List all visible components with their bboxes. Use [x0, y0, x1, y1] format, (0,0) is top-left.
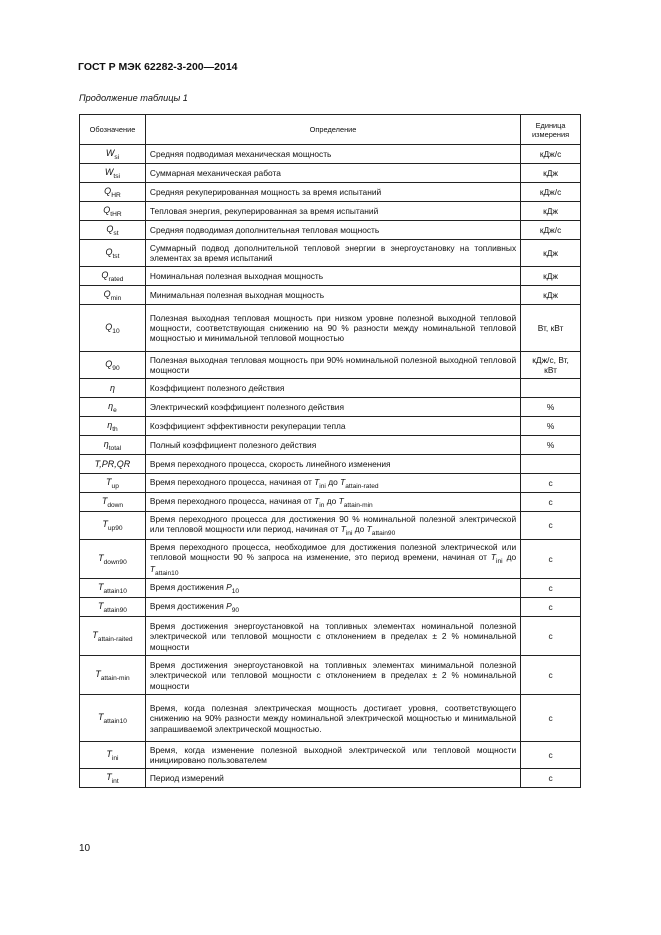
definition-cell — [145, 742, 520, 769]
symbol-subscript: attain90 — [103, 607, 127, 615]
definition-text: Время переходного процесса, скорость линейного изменения — [149, 458, 391, 469]
unit-cell: с — [521, 579, 581, 598]
table-row — [80, 145, 581, 164]
table-row — [80, 202, 581, 221]
symbol-subscript: rated — [108, 275, 124, 283]
table-row — [80, 474, 581, 493]
definition-text-mid: до — [324, 495, 339, 506]
symbol-main: W — [105, 147, 115, 158]
unit-cell: % — [521, 398, 581, 417]
symbol-subscript: attain-min — [100, 675, 130, 683]
definition-text: Время переходного процесса, необходимое для достижения полезной электрической или тепловой мощности 90 % запроса на изменение, это период времени, начиная от — [149, 541, 517, 562]
table-row — [80, 398, 581, 417]
definition-cell — [145, 398, 520, 417]
symbol-cell — [80, 352, 146, 379]
symbol-main: Q — [106, 223, 114, 234]
definition-cell — [145, 286, 520, 305]
definition-cell — [145, 240, 520, 267]
definition-cell — [145, 202, 520, 221]
header-symbol: Обозначение — [80, 115, 146, 145]
definition-cell — [145, 379, 520, 398]
definition-text: Время переходного процесса, начиная от — [149, 476, 315, 487]
symbol-cell — [80, 164, 146, 183]
symbol-main: Q — [105, 321, 113, 332]
unit-cell: Вт, кВт — [521, 305, 581, 352]
unit-cell: кДж — [521, 240, 581, 267]
table-row — [80, 417, 581, 436]
definition-text: Время, когда полезная электрическая мощность достигает уровня, соответствующего снижению на 90% разности между номинальной электрической мощностью и минимальной запрашиваемой электрической мощностью. — [149, 703, 517, 734]
definition-cell — [145, 598, 520, 617]
definition-text: Коэффициент эффективности рекуперации тепла — [149, 420, 346, 431]
definition-cell — [145, 656, 520, 695]
symbol-cell — [80, 267, 146, 286]
definition-text: Полный коэффициент полезного действия — [149, 439, 317, 450]
symbol-subscript: si — [114, 153, 120, 161]
definition-text: Средняя подводимая механическая мощность — [149, 148, 332, 159]
definition-cell — [145, 267, 520, 286]
inline-subscript: 10 — [231, 588, 240, 596]
header-definition: Определение — [145, 115, 520, 145]
definition-text: Время достижения энергоустановкой на топливных элементах номинальной полезной электрической или тепловой мощности с отклонением в пределах ± 2 % номинальной мощности — [149, 621, 517, 652]
unit-cell: с — [521, 474, 581, 493]
inline-subscript: ini — [496, 557, 503, 565]
definition-text: Суммарный подвод дополнительной тепловой энергии в энергоустановку на топливных элементах за время испытаний — [149, 242, 517, 263]
inline-symbol: T — [149, 564, 156, 575]
symbol-main: T — [98, 552, 104, 563]
unit-cell: кДж — [521, 164, 581, 183]
definition-text-mid: до — [325, 476, 341, 487]
definition-cell — [145, 352, 520, 379]
definition-cell — [145, 436, 520, 455]
symbol-cell — [80, 183, 146, 202]
unit-cell: кДж/с — [521, 221, 581, 240]
definition-cell — [145, 145, 520, 164]
definition-text: Полезная выходная тепловая мощность при 90% номинальной полезной выходной тепловой мощности — [149, 354, 517, 375]
symbol-subscript: attain10 — [103, 718, 127, 726]
unit-cell: с — [521, 656, 581, 695]
symbol-subscript: tsi — [113, 172, 120, 180]
symbol-cell — [80, 455, 146, 474]
definition-text: Полезная выходная тепловая мощность при низком уровне полезной выходной тепловой мощности, соответствующая снижению на 90 % разности между номинальной тепловой мощностью и минимальной тепловой мощностью — [149, 312, 517, 344]
inline-subscript: attain10 — [155, 570, 179, 578]
symbol-main: T,PR,QR — [94, 458, 131, 469]
symbol-subscript: tHR — [110, 210, 122, 218]
symbol-subscript: down — [107, 501, 124, 509]
definition-text: Электрический коэффициент полезного действия — [149, 401, 345, 412]
definition-text: Номинальная полезная выходная мощность — [149, 270, 324, 281]
definition-cell — [145, 474, 520, 493]
symbol-main: T — [106, 772, 112, 783]
definition-cell — [145, 493, 520, 512]
unit-cell: с — [521, 598, 581, 617]
inline-symbol: T — [366, 524, 372, 535]
symbol-cell — [80, 539, 146, 579]
symbol-main: W — [104, 166, 114, 177]
inline-subscript: ini — [319, 482, 326, 490]
unit-cell: кДж/с — [521, 145, 581, 164]
definition-text: Период измерений — [149, 773, 224, 784]
unit-cell: с — [521, 769, 581, 788]
unit-cell — [521, 455, 581, 474]
table-row — [80, 221, 581, 240]
symbol-subscript: st — [113, 229, 119, 237]
table-row — [80, 267, 581, 286]
table-row — [80, 183, 581, 202]
table-row — [80, 742, 581, 769]
unit-cell: % — [521, 436, 581, 455]
definition-text: Средняя рекуперированная мощность за время испытаний — [149, 186, 382, 197]
symbol-main: T — [97, 601, 104, 612]
definition-cell — [145, 769, 520, 788]
table-row — [80, 598, 581, 617]
symbol-cell — [80, 474, 146, 493]
table-header-row — [80, 115, 581, 145]
symbol-main: T — [95, 669, 101, 680]
inline-subscript: 90 — [231, 607, 240, 615]
inline-symbol: T — [490, 551, 497, 562]
symbol-subscript: 10 — [112, 327, 120, 335]
unit-cell: с — [521, 617, 581, 656]
table-row — [80, 512, 581, 540]
symbol-cell — [80, 742, 146, 769]
definition-text: Время, когда изменение полезной выходной электрической или тепловой мощности инициировано пользователем — [149, 745, 517, 766]
table-row — [80, 455, 581, 474]
definition-text-mid: до — [502, 551, 517, 562]
table-row — [80, 617, 581, 656]
unit-cell: с — [521, 512, 581, 540]
inline-subscript: attain90 — [371, 530, 396, 538]
unit-cell: кДж — [521, 286, 581, 305]
table-row — [80, 493, 581, 512]
symbol-cell — [80, 417, 146, 436]
symbol-subscript: min — [110, 294, 122, 302]
table-row — [80, 352, 581, 379]
inline-symbol: T — [314, 476, 320, 487]
symbol-cell — [80, 769, 146, 788]
unit-cell: кДж — [521, 202, 581, 221]
table-row — [80, 240, 581, 267]
symbol-cell — [80, 379, 146, 398]
symbol-cell — [80, 305, 146, 352]
symbol-subscript: e — [113, 406, 117, 414]
inline-symbol: P — [226, 582, 232, 593]
symbol-subscript: attain-raited — [97, 636, 133, 644]
symbol-subscript: 90 — [112, 364, 120, 372]
definition-cell — [145, 221, 520, 240]
symbol-subscript: th — [112, 425, 118, 433]
page-number: 10 — [79, 843, 91, 854]
definition-cell — [145, 164, 520, 183]
symbol-subscript: tst — [112, 252, 120, 260]
symbol-cell — [80, 598, 146, 617]
definition-text: Минимальная полезная выходная мощность — [149, 289, 325, 300]
unit-cell: с — [521, 695, 581, 742]
definition-cell — [145, 695, 520, 742]
symbol-main: Q — [101, 269, 109, 280]
symbol-subscript: attain10 — [103, 588, 127, 596]
definition-text: Время достижения — [149, 601, 227, 612]
symbol-main: T — [97, 582, 104, 593]
symbol-cell — [80, 656, 146, 695]
definition-cell — [145, 617, 520, 656]
symbol-cell — [80, 240, 146, 267]
symbol-cell — [80, 579, 146, 598]
symbol-subscript: total — [108, 444, 122, 452]
symbol-cell — [80, 145, 146, 164]
symbol-main: Q — [105, 246, 113, 257]
symbol-cell — [80, 221, 146, 240]
unit-cell: кДж/с, Вт, кВт — [521, 352, 581, 379]
symbol-cell — [80, 617, 146, 656]
header-unit: Единица измерения — [521, 115, 581, 145]
table-row — [80, 769, 581, 788]
definition-text: Коэффициент полезного действия — [149, 382, 285, 393]
unit-cell — [521, 379, 581, 398]
inline-subscript: ini — [345, 530, 353, 538]
symbol-subscript: up — [111, 482, 119, 490]
unit-cell: % — [521, 417, 581, 436]
definition-cell — [145, 579, 520, 598]
symbol-main: Q — [103, 288, 111, 299]
symbol-main: η — [108, 400, 114, 411]
symbol-cell — [80, 493, 146, 512]
definition-cell — [145, 417, 520, 436]
symbol-main: T — [92, 630, 98, 641]
unit-cell: кДж/с — [521, 183, 581, 202]
symbol-subscript: down90 — [103, 558, 127, 566]
definition-cell — [145, 512, 520, 540]
symbol-cell — [80, 512, 146, 540]
table-row — [80, 305, 581, 352]
table-row — [80, 164, 581, 183]
definition-text: Время переходного процесса для достижения 90 % номинальной полезной электрической или тепловой мощности или период, начиная от — [149, 514, 517, 535]
definition-cell — [145, 539, 520, 579]
symbol-main: Q — [104, 185, 112, 196]
table-row — [80, 695, 581, 742]
symbol-main: η — [109, 382, 115, 393]
definition-cell — [145, 183, 520, 202]
inline-symbol: P — [226, 601, 232, 612]
symbol-main: T — [106, 476, 112, 487]
unit-cell: кДж — [521, 267, 581, 286]
definitions-table — [79, 114, 581, 788]
symbol-cell — [80, 202, 146, 221]
definition-text: Время переходного процесса, начиная от — [149, 495, 315, 506]
symbol-main: T — [101, 495, 108, 506]
table-caption: Продолжение таблицы 1 — [79, 93, 188, 103]
inline-symbol: T — [340, 476, 346, 487]
symbol-main: Q — [103, 204, 111, 215]
inline-symbol: T — [340, 524, 346, 535]
definition-text: Средняя подводимая дополнительная тепловая мощность — [149, 224, 380, 235]
unit-cell: с — [521, 742, 581, 769]
symbol-cell — [80, 436, 146, 455]
symbol-main: η — [107, 419, 113, 430]
inline-symbol: T — [338, 495, 344, 506]
symbol-cell — [80, 398, 146, 417]
inline-subscript: attain-rated — [345, 482, 379, 490]
definition-cell — [145, 305, 520, 352]
symbol-subscript: HR — [111, 191, 121, 199]
symbol-subscript: int — [111, 778, 119, 786]
document-header: ГОСТ Р МЭК 62282-3-200—2014 — [78, 61, 238, 73]
unit-cell: с — [521, 539, 581, 579]
symbol-cell — [80, 695, 146, 742]
table-row — [80, 656, 581, 695]
inline-subscript: in — [319, 501, 325, 509]
table-row — [80, 286, 581, 305]
inline-symbol: T — [314, 495, 320, 506]
definition-text: Время достижения — [149, 582, 227, 593]
definition-cell — [145, 455, 520, 474]
symbol-subscript: ini — [111, 755, 119, 763]
symbol-subscript: up90 — [107, 525, 123, 533]
symbol-cell — [80, 286, 146, 305]
table-row — [80, 539, 581, 579]
table-row — [80, 579, 581, 598]
symbol-main: T — [97, 712, 104, 723]
definition-text: Суммарная механическая работа — [149, 167, 281, 178]
table-row — [80, 436, 581, 455]
symbol-main: T — [106, 749, 112, 760]
inline-subscript: attain-min — [343, 501, 373, 509]
unit-cell: с — [521, 493, 581, 512]
symbol-main: Q — [105, 358, 113, 369]
table-row — [80, 379, 581, 398]
definition-text: Время достижения энергоустановкой на топливных элементах минимальной полезной электрической или тепловой мощности с отклонением в пределах ± 2 % номинальной мощности — [149, 660, 517, 691]
definition-text: Тепловая энергия, рекуперированная за время испытаний — [149, 205, 379, 216]
symbol-main: T — [102, 519, 108, 530]
symbol-main: η — [103, 438, 109, 449]
definition-text-mid: до — [352, 524, 367, 535]
